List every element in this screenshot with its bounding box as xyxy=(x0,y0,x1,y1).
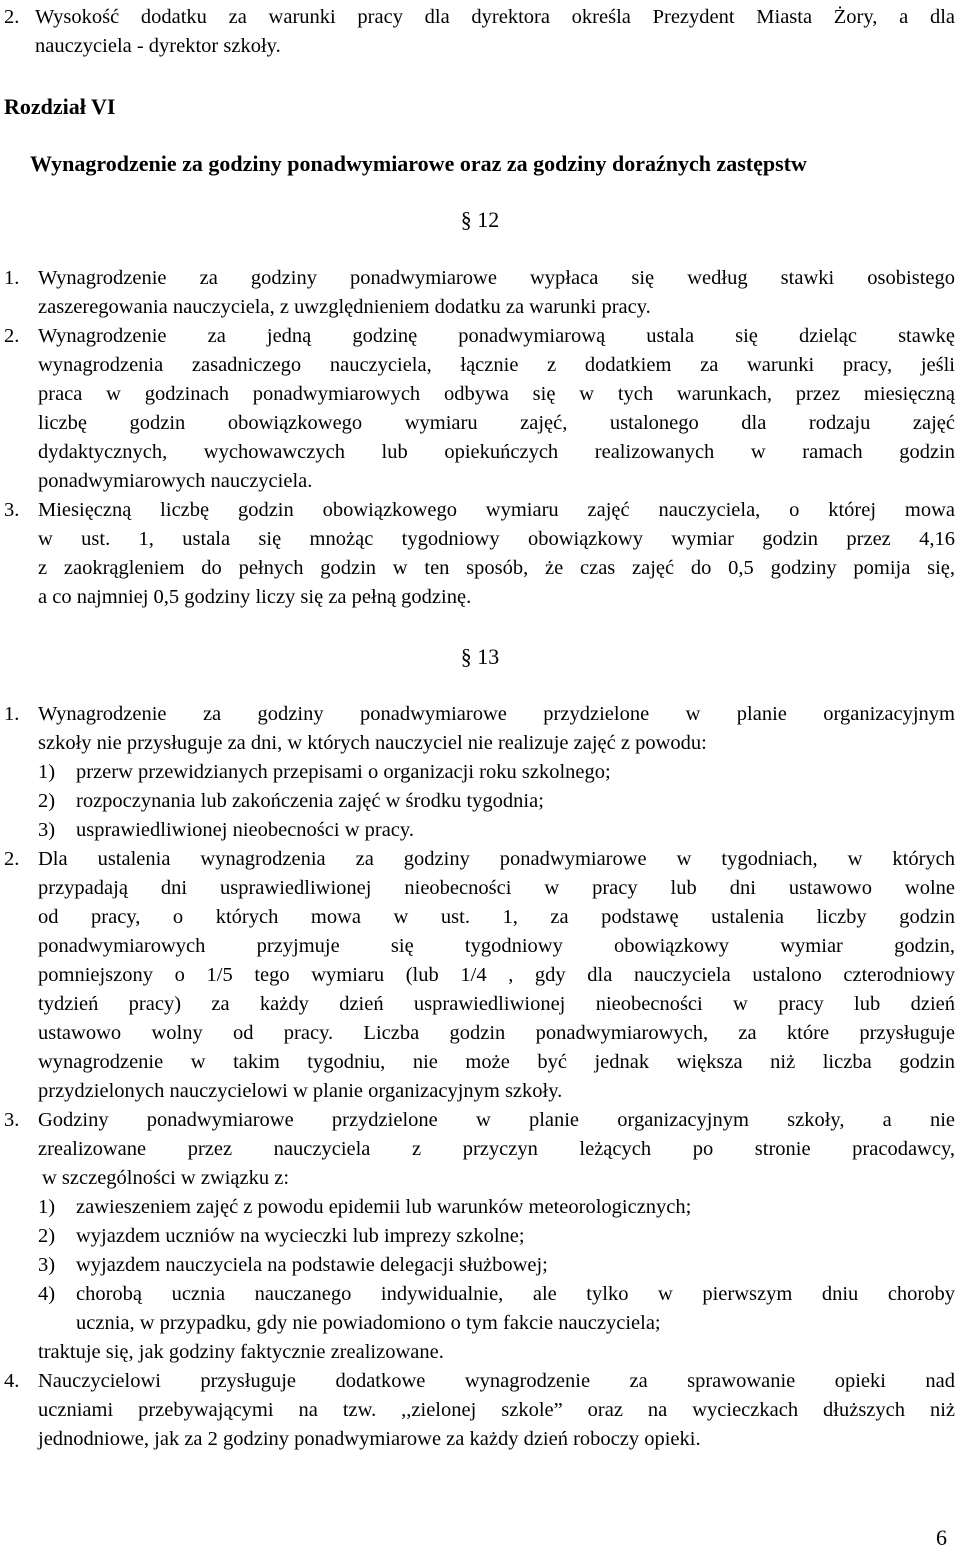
paragraph-line: ustawowo wolny od pracy. Liczba godzin ponadwymiarowych, za które przysługuje xyxy=(38,1022,955,1044)
chapter-title: Wynagrodzenie za godziny ponadwymiarowe oraz za godziny doraźnych zastępstw xyxy=(30,151,807,176)
paragraph-line: a co najmniej 0,5 godziny liczy się za pełną godzinę. xyxy=(38,586,472,608)
subitem-number: 1) xyxy=(38,761,56,783)
subitem-text: usprawiedliwionej nieobecności w pracy. xyxy=(76,819,414,841)
item-number: 1. xyxy=(4,267,20,289)
paragraph-line: wynagrodzenie w takim tygodniu, nie może być jednak większa niż liczba godzin xyxy=(38,1051,955,1073)
paragraph-line: wynagrodzenia zasadniczego nauczyciela, łącznie z dodatkiem za warunki pracy, jeśli xyxy=(38,354,955,376)
subitem-number: 3) xyxy=(38,819,56,841)
paragraph-line: w szczególności w związku z: xyxy=(42,1167,290,1189)
section-label: § 13 xyxy=(460,644,500,669)
paragraph-line: Nauczycielowi przysługuje dodatkowe wynagrodzenie za sprawowanie opieki nad xyxy=(38,1370,955,1392)
paragraph-line: od pracy, o których mowa w ust. 1, za podstawę ustalenia liczby godzin xyxy=(38,906,955,928)
subitem-text: przerw przewidzianych przepisami o organizacji roku szkolnego; xyxy=(76,761,611,783)
paragraph-line: przydzielonych nauczycielowi w planie organizacyjnym szkoły. xyxy=(38,1080,563,1102)
paragraph-line: jednodniowe, jak za 2 godziny ponadwymiarowe za każdy dzień roboczy opieki. xyxy=(38,1428,701,1450)
paragraph-line: zaszeregowania nauczyciela, z uwzględnieniem dodatku za warunki pracy. xyxy=(38,296,651,318)
paragraph-line: nauczyciela - dyrektor szkoły. xyxy=(35,35,281,57)
paragraph-line: Wynagrodzenie za jedną godzinę ponadwymiarową ustala się dzieląc stawkę xyxy=(38,325,955,347)
item-number: 3. xyxy=(4,1109,20,1131)
paragraph-line: dydaktycznych, wychowawczych lub opiekuńczych realizowanych w ramach godzin xyxy=(38,441,955,463)
paragraph-line: szkoły nie przysługuje za dni, w których nauczyciel nie realizuje zajęć z powodu: xyxy=(38,732,707,754)
paragraph-line: Miesięczną liczbę godzin obowiązkowego wymiaru zajęć nauczyciela, o której mowa xyxy=(38,499,955,521)
item-number: 1. xyxy=(4,703,20,725)
paragraph-line: uczniami przebywającymi na tzw. ,,zielonej szkole” oraz na wycieczkach dłuższych niż xyxy=(38,1399,955,1421)
section-label: § 12 xyxy=(460,207,500,232)
paragraph-line: praca w godzinach ponadwymiarowych odbywa się w tych warunkach, przez miesięczną xyxy=(38,383,955,405)
paragraph-line: ponadwymiarowych nauczyciela. xyxy=(38,470,313,492)
subitem-text: wyjazdem nauczyciela na podstawie delegacji służbowej; xyxy=(76,1254,548,1276)
paragraph-line: zrealizowane przez nauczyciela z przyczyn leżących po stronie pracodawcy, xyxy=(38,1138,955,1160)
paragraph-line: pomniejszony o 1/5 tego wymiaru (lub 1/4 , gdy dla nauczyciela ustalono czterodniowy xyxy=(38,964,955,986)
paragraph-line: Dla ustalenia wynagrodzenia za godziny ponadwymiarowe w tygodniach, w których xyxy=(38,848,955,870)
subitem-text: wyjazdem uczniów na wycieczki lub imprezy szkolne; xyxy=(76,1225,525,1247)
subitem-number: 1) xyxy=(38,1196,56,1218)
paragraph-line: Wynagrodzenie za godziny ponadwymiarowe wypłaca się według stawki osobistego xyxy=(38,267,955,289)
paragraph-line: Godziny ponadwymiarowe przydzielone w planie organizacyjnym szkoły, a nie xyxy=(38,1109,955,1131)
subitem-number: 2) xyxy=(38,1225,56,1247)
subitem-text: chorobą ucznia nauczanego indywidualnie, ale tylko w pierwszym dniu choroby xyxy=(76,1283,955,1305)
paragraph-line: ponadwymiarowych przyjmuje się tygodniowy obowiązkowy wymiar godzin, xyxy=(38,935,955,957)
item-number: 3. xyxy=(4,499,20,521)
page-number: 6 xyxy=(936,1525,947,1550)
paragraph-line: w ust. 1, ustala się mnożąc tygodniowy obowiązkowy wymiar godzin przez 4,16 xyxy=(38,528,955,550)
item-number: 2. xyxy=(4,325,20,347)
chapter-number: Rozdział VI xyxy=(4,94,116,119)
item-number: 2. xyxy=(4,6,20,28)
subitem-text: zawieszeniem zajęć z powodu epidemii lub warunków meteorologicznych; xyxy=(76,1196,692,1218)
subitem-number: 3) xyxy=(38,1254,56,1276)
paragraph-line: Wysokość dodatku za warunki pracy dla dyrektora określa Prezydent Miasta Żory, a dla xyxy=(35,6,955,28)
subitem-number: 4) xyxy=(38,1283,56,1305)
subitem-text: rozpoczynania lub zakończenia zajęć w środku tygodnia; xyxy=(76,790,544,812)
paragraph-line: z zaokrągleniem do pełnych godzin w ten sposób, że czas zajęć do 0,5 godziny pomija się, xyxy=(38,557,955,579)
paragraph-line: przypadają dni usprawiedliwionej nieobecności w pracy lub dni ustawowo wolne xyxy=(38,877,955,899)
paragraph-line: liczbę godzin obowiązkowego wymiaru zajęć, ustalonego dla rodzaju zajęć xyxy=(38,412,955,434)
item-number: 2. xyxy=(4,848,20,870)
paragraph-line: Wynagrodzenie za godziny ponadwymiarowe przydzielone w planie organizacyjnym xyxy=(38,703,955,725)
paragraph-line: tydzień pracy) za każdy dzień usprawiedliwionej nieobecności w pracy lub dzień xyxy=(38,993,955,1015)
subitem-text: ucznia, w przypadku, gdy nie powiadomiono o tym fakcie nauczyciela; xyxy=(76,1312,661,1334)
item-number: 4. xyxy=(4,1370,20,1392)
paragraph-line: traktuje się, jak godziny faktycznie zrealizowane. xyxy=(38,1341,444,1363)
subitem-number: 2) xyxy=(38,790,56,812)
